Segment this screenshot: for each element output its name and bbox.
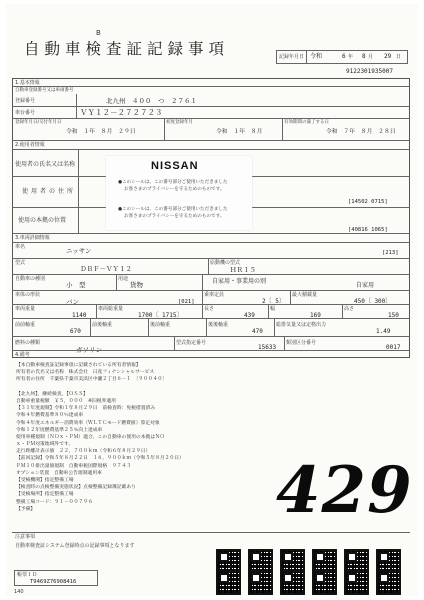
class-number-label: 類別区分番号 [286, 340, 317, 346]
front-front-axle-value: 670 [70, 328, 81, 335]
base-code: [40816 1065] [348, 227, 388, 233]
plate-value: 北九州 ４００ つ ２７６１ [106, 97, 197, 105]
height-label: 高さ [344, 306, 355, 312]
remark-line: 【受検場所】指定整備工場 [16, 492, 74, 498]
form-mark: B [96, 29, 101, 37]
type-number-value: 15633 [258, 344, 277, 351]
kind-label: 自動車の種別 [15, 276, 46, 282]
plate-label: 登録番号 [15, 98, 36, 104]
remark-line: 【本自動車検査証記録事項に記載されている所有者情報】 [16, 363, 141, 368]
kind-value: 小 型 [66, 281, 86, 289]
chassis-value: ＶＹ１２－２７２７２３ [80, 108, 163, 117]
record-date-label: 記録年月日 [279, 54, 305, 60]
user-name-label: 使用者の氏名又は名称 [15, 161, 76, 168]
reg-number-label: 自動車登録番号又は車両番号 [15, 88, 74, 93]
private-value: 自家用 [356, 282, 375, 289]
maker-value: ニッサン [66, 247, 92, 255]
width-value: 169 [310, 312, 321, 319]
rear-rear-axle-label: 後後軸重 [208, 322, 229, 328]
max-load-value: 450〔 300〕 [354, 298, 392, 305]
gross-label: 車両総重量 [98, 306, 124, 312]
remark-line: ＰＭ１０排出量値規制 自動車税国際規格 ９７４３ [16, 463, 132, 469]
qr-code-7 [216, 570, 241, 595]
model-value: ＤＢＦ－ＶＹ１２ [80, 265, 132, 273]
page-number: 140 [14, 589, 24, 595]
document-title: 自動車検査証記録事項 [24, 40, 230, 58]
section3-heading: 3.車両詳細情報 [15, 235, 50, 241]
remark-line: ｘ・ＰＭ対策地域外です。 [16, 442, 74, 448]
record-era: 令和 [310, 53, 323, 60]
model-label: 型式 [15, 260, 26, 266]
expiry-value: 令和 ７年 ８月 ２８日 [326, 129, 396, 135]
record-year: 6 [342, 53, 346, 60]
capacity-value: 2〔 5〕 [262, 298, 285, 305]
capacity-label: 乗車定員 [204, 292, 225, 298]
notes-line: 自動車検査証システム登録時点の記録事項となります [15, 543, 135, 549]
shape-label: 車体の形状 [15, 292, 41, 298]
use-value: 貨物 [130, 281, 143, 289]
remark-line: 【受検機関】指定整備工場 [16, 478, 74, 483]
private-label: 自家用・事業用の別 [212, 278, 267, 285]
width-label: 幅 [270, 306, 276, 312]
form-id-value: T9469Z76908416 [30, 579, 77, 585]
qr-code-12 [376, 570, 401, 595]
rear-front-axle-label: 後前軸重 [150, 322, 171, 328]
section4-heading: 4.備考 [15, 352, 30, 358]
remark-line: オプション装置 自動車公告規制適用車 [16, 470, 102, 476]
remark-line: 令和４年燃費基準８０％達成車 [16, 413, 84, 419]
expiry-label: 有効期間の満了する日 [284, 120, 329, 125]
remark-line: 【前回記録】令和５年８月２２日 １６，９００ｋｍ（令和５年８月２０日） [16, 456, 184, 462]
type-number-label: 型式指定番号 [176, 340, 207, 346]
remark-line: 所有者の氏名又は名称 株式会社 日産フィナンシャルサービス [16, 370, 155, 376]
user-address-label: 使用者の住所 [22, 188, 77, 195]
handwritten-number: 429 [276, 453, 413, 528]
nissan-logo: NISSAN [151, 160, 199, 172]
remark-line: 【北九州】，継続検査，【ＯＳＳ】 [16, 391, 88, 397]
base-location-label: 使用の本拠の位置 [18, 217, 67, 224]
fuel-value: ガソリン [76, 346, 102, 354]
remark-line: 【３１年度規制】令和１年８月２９日 前検査時：免税措置済み [16, 406, 156, 412]
section1-heading: 1.基本情報 [15, 80, 40, 86]
first-reg-value: 令和 １年 ８月 ２９日 [66, 129, 136, 135]
sticker-text-4: お客さまのプライバシーを守るためのものです。 [124, 214, 225, 219]
remark-line: 【検査時の点検整備実施状況】点検整備記録簿記載あり [16, 485, 136, 491]
address-code: [14502 0715] [348, 199, 388, 205]
qr-code-8 [248, 570, 273, 595]
model-year-label: 初度登録年月 [166, 120, 193, 125]
engine-label: 原動機の型式 [210, 260, 241, 266]
document-number: 9122301935007 [346, 68, 393, 75]
length-value: 439 [244, 312, 255, 319]
first-reg-sub-label: 登録年月日/交付年月日 [15, 120, 62, 125]
front-front-axle-label: 前前軸重 [15, 322, 36, 328]
max-load-label: 最大積載量 [292, 292, 318, 298]
remark-line [16, 384, 276, 391]
remark-line: 整備工場コード：９１－００７９６ [16, 499, 93, 505]
maker-code: [213] [382, 250, 399, 256]
remark-line: 令和４年度エネルギー消費効率（ＷＬＴＣモード燃費値）算定対象 [16, 420, 160, 426]
remark-line: 走行距離計表示値 ２２，７００ｋｍ（令和６年８月２９日） [16, 449, 151, 455]
remark-line: 所有者の住所 千葉県千葉市美浜区中瀬２丁目６－１ 〔９００４０〕 [16, 377, 168, 383]
sticker-text-3: ●このシールは、この番号部分ご使用いただきました [118, 207, 228, 212]
sticker-text-1: ●このシールは、この番号部分ご使用いただきました [118, 180, 228, 185]
remark-line: 【予備】 [16, 506, 36, 512]
front-rear-axle-label: 前後軸重 [92, 322, 113, 328]
record-month: 8 [362, 53, 366, 60]
fuel-label: 燃料の種類 [15, 340, 41, 346]
use-label: 用途 [118, 276, 129, 282]
record-day: 29 [384, 53, 392, 60]
remark-line: 令和１２年度燃費基準２５％向上達成車 [16, 427, 103, 433]
chassis-label: 車台番号 [15, 110, 36, 116]
remark-line: 使用車種規制（ＮＯｘ・ＰＭ）適合，この自動車の使用の本拠はＮＯ [16, 434, 165, 440]
form-id-label: 帳票ＩＤ [17, 572, 38, 578]
displacement-label: 総排気量又は定格出力 [276, 322, 327, 328]
length-label: 長さ [204, 306, 215, 312]
gross-value: 1700〔 1715〕 [138, 312, 183, 319]
weight-value: 1140 [72, 312, 87, 319]
displacement-value: 1.49 [376, 328, 391, 335]
remark-line: 自動車重量税額 ￥５，０００ ※旧税率適用 [16, 398, 116, 404]
qr-code-10 [312, 570, 337, 595]
inspection-record-document: B 自動車検査証記録事項 記録年月日 令和 6 年 8 月 29 日 9122301935007 1.基本情報 自動車登録番号又は車両番号 登録番号 北九州 ４００ つ ２７６１ 車台番号 ＶＹ１２－２７２７２３ 登録年月日/交付年月日 令和 １年 ８月 ２９日 初度登録年月 令和 １年 ８月 有効期間の満了する日 令和 ７年 ８月 ２８日 2.使用者情報 使用者の氏名又は名称 使用者の住所 [14502 0715] 使用の本拠の位置 [40816 1065] NISSAN ●このシールは、この番号部分ご使用いただきました お客さまのプライバシーを守るためのものです。 ●このシールは、この番号部分ご使用いただきました お客さまのプライバシーを守るためのものです。 3.車両詳細情報 車名 ニッサン [213] 型式 ＤＢＦ－ＶＹ１２ 原動機の型式 ＨＲ１５ 自動車の種別 小 型 用途 貨物 自家用・事業用の別 自家用 車体の形状 バン [021] 乗車定員 2〔 5〕 最大積載量 450〔 300〕 車両重量 1140 車両総重量 1700〔 1715〕 長さ 439 幅 169 高さ 150 前前軸重 670 前後軸重 後前軸重 後後軸重 470 総排気量又は定格出力 1.49 燃料の種類 ガソリン 型式指定番号 15633 類別区分番号 0017 4.備考 【本自動車検査証記録事項に記載されている所有者情報】 所有者の氏名又は名称 株式会社 日産フィナンシャルサービス 所有者の住所 千葉県千葉市美浜区中瀬２丁目６－１ 〔９００４０〕 【北九州】，継続検査，【ＯＳＳ】 自動車重量税額 ￥５，０００ ※旧税率適用 【３１年度規制】令和１年８月２９日 前検査時：免税措置済み 令和４年燃費基準８０％達成車 令和４年度エネルギー消費効率（ＷＬＴＣモード燃費値）算定対象 令和１２年度燃費基準２５％向上達成車 使用車種規制（ＮＯｘ・ＰＭ）適合，この自動車の使用の本拠はＮＯ ｘ・ＰＭ対策地域外です。 走行距離計表示値 ２２，７００ｋｍ（令和６年８月２９日） 【前回記録】令和５年８月２２日 １６，９００ｋｍ（令和５年８月２０日） ＰＭ１０排出量値規制 自動車税国際規格 ９７４３ オプション装置 自動車公告規制適用車 【受検機関】指定整備工場 【検査時の点検整備実施状況】点検整備記録簿記載あり 【受検場所】指定整備工場 整備工場コード：９１－００７９６ 【予備】 429 注意事項 自動車検査証システム登録時点の記録事項となります 帳票ＩＤ T9469Z76908416 140 [6, 4, 418, 596]
remarks-block [16, 362, 276, 522]
section2-heading: 2.使用者情報 [15, 142, 45, 148]
maker-label: 車名 [15, 244, 26, 250]
height-value: 150 [388, 312, 399, 319]
class-number-value: 0017 [386, 344, 401, 351]
weight-label: 車両重量 [15, 306, 36, 312]
sticker-text-2: お客さまのプライバシーを守るためのものです。 [124, 187, 225, 192]
model-year-value: 令和 １年 ８月 [216, 129, 263, 135]
engine-value: ＨＲ１５ [230, 266, 256, 274]
qr-code-9 [280, 570, 305, 595]
rear-rear-axle-value: 470 [252, 328, 263, 335]
qr-code-11 [344, 570, 369, 595]
shape-value: バン [66, 298, 79, 306]
notes-heading: 注意事項 [15, 534, 36, 540]
shape-code: [021] [178, 299, 195, 305]
